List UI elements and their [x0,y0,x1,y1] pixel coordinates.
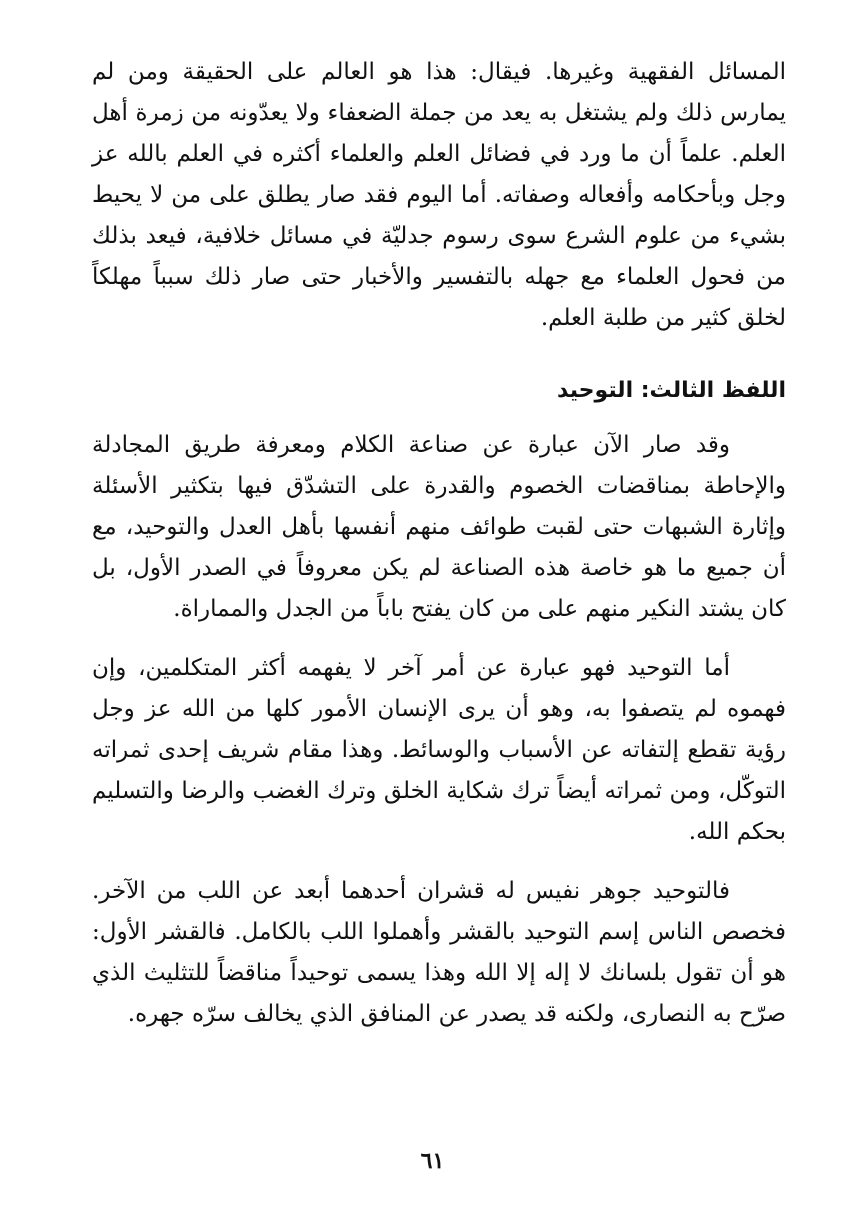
body-paragraph-2: أما التوحيد فهو عبارة عن أمر آخر لا يفهمه أكثر المتكلمين، وإن فهموه لم يتصفوا به، وهو أن يرى الإنسان الأمور كلها من الله عز وجل رؤية تقطع إلتفاته عن الأسباب والوسائط. وهذا مقام شريف إحدى ثمراته التوكّل، ومن ثمراته أيضاً ترك شكاية الخلق وترك الغضب والرضا والتسليم بحكم الله. [92,655,786,845]
book-page [92,52,786,1053]
intro-paragraph: المسائل الفقهية وغيرها. فيقال: هذا هو العالم على الحقيقة ومن لم يمارس ذلك ولم يشتغل به يعد من جملة الضعفاء ولا يعدّونه من زمرة أهل العلم. علماً أن ما ورد في فضائل العلم والعلماء أكثره في العلم بالله عز وجل وبأحكامه وأفعاله وصفاته. أما اليوم فقد صار يطلق على من لا يحيط بشيء من علوم الشرع سوى رسوم جدليّة في مسائل خلافية، فيعد بذلك من فحول العلماء مع جهله بالتفسير والأخبار حتى صار ذلك سبباً مهلكاً لخلق كثير من طلبة العلم. [92,59,786,331]
page-number: ٦١ [420,1148,445,1174]
body-paragraph-1: وقد صار الآن عبارة عن صناعة الكلام ومعرفة طريق المجادلة والإحاطة بمناقضات الخصوم والقدرة على التشدّق فيها بتكثير الأسئلة وإثارة الشبهات حتى لقبت طوائف منهم أنفسها بأهل العدل والتوحيد، مع أن جميع ما هو خاصة هذه الصناعة لم يكن معروفاً في الصدر الأول، بل كان يشتد النكير منهم على من كان يفتح باباً من الجدل والمماراة. [92,432,786,622]
body-paragraph-3: فالتوحيد جوهر نفيس له قشران أحدهما أبعد عن اللب من الآخر. فخصص الناس إسم التوحيد بالقشر وأهملوا اللب بالكامل. فالقشر الأول: هو أن تقول بلسانك لا إله إلا الله وهذا يسمى توحيداً مناقضاً للتثليث الذي صرّح به النصارى، ولكنه قد يصدر عن المنافق الذي يخالف سرّه جهره. [92,878,786,1027]
section-heading: اللفظ الثالث: التوحيد [556,378,786,403]
